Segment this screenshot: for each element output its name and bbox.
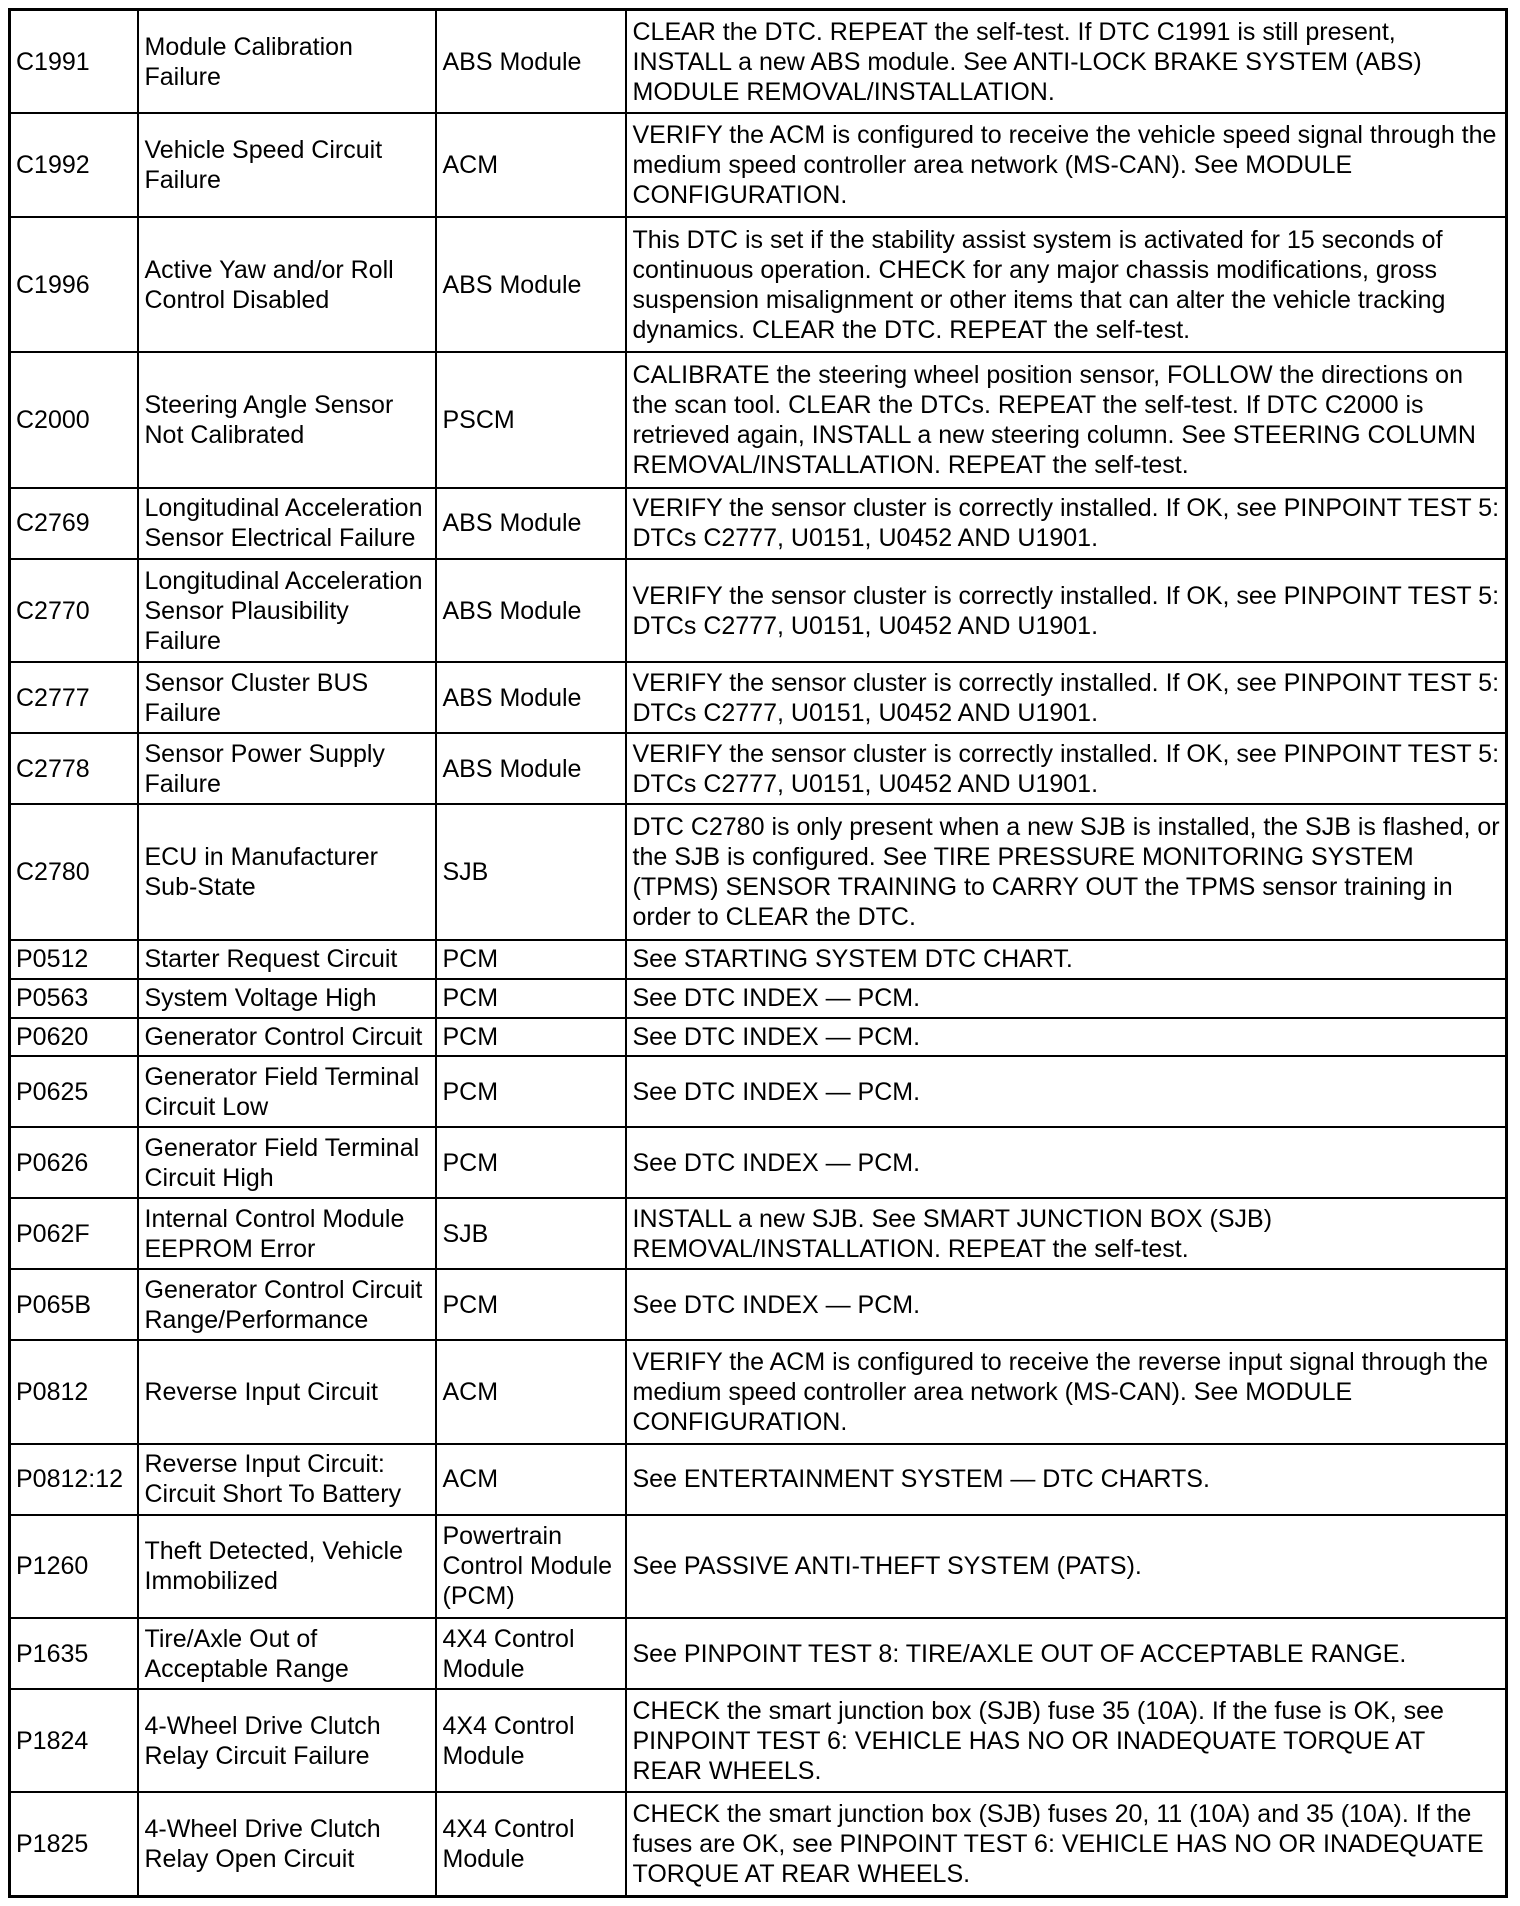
dtc-description-cell: Steering Angle Sensor Not Calibrated bbox=[138, 352, 436, 488]
dtc-description-cell: Vehicle Speed Circuit Failure bbox=[138, 113, 436, 216]
table-row bbox=[10, 1340, 1507, 1443]
dtc-description-cell: Internal Control Module EEPROM Error bbox=[138, 1198, 436, 1269]
dtc-description-cell: Generator Control Circuit Range/Performance bbox=[138, 1269, 436, 1340]
dtc-description-cell: Tire/Axle Out of Acceptable Range bbox=[138, 1618, 436, 1689]
dtc-module-cell: PCM bbox=[436, 940, 626, 979]
dtc-code-cell: C2769 bbox=[10, 488, 138, 559]
dtc-description-cell: Generator Field Terminal Circuit Low bbox=[138, 1056, 436, 1127]
dtc-code-cell: C2780 bbox=[10, 804, 138, 940]
dtc-code-cell: C2777 bbox=[10, 662, 138, 733]
dtc-code-cell: P0626 bbox=[10, 1127, 138, 1198]
dtc-module-cell: ACM bbox=[436, 1340, 626, 1443]
dtc-table-body bbox=[10, 10, 1507, 1897]
dtc-module-cell: Powertrain Control Module (PCM) bbox=[436, 1515, 626, 1618]
dtc-description-cell: Theft Detected, Vehicle Immobilized bbox=[138, 1515, 436, 1618]
dtc-action-cell: VERIFY the sensor cluster is correctly installed. If OK, see PINPOINT TEST 5: DTCs C2777, U0151, U0452 AND U1901. bbox=[626, 733, 1507, 804]
dtc-action-cell: VERIFY the ACM is configured to receive the reverse input signal through the medium speed controller area network (MS-CAN). See MODULE CONFIGURATION. bbox=[626, 1340, 1507, 1443]
dtc-module-cell: PSCM bbox=[436, 352, 626, 488]
dtc-action-cell: CALIBRATE the steering wheel position sensor, FOLLOW the directions on the scan tool. CLEAR the DTCs. REPEAT the self-test. If DTC C2000 is retrieved again, INSTALL a new steering column. See STEERING COLUMN REMOVAL/INSTALLATION. REPEAT the self-test. bbox=[626, 352, 1507, 488]
dtc-description-cell: Module Calibration Failure bbox=[138, 10, 436, 114]
dtc-action-cell: See DTC INDEX — PCM. bbox=[626, 1269, 1507, 1340]
dtc-module-cell: PCM bbox=[436, 1269, 626, 1340]
dtc-code-cell: C1996 bbox=[10, 217, 138, 353]
table-row bbox=[10, 1269, 1507, 1340]
dtc-action-cell: See PINPOINT TEST 8: TIRE/AXLE OUT OF ACCEPTABLE RANGE. bbox=[626, 1618, 1507, 1689]
dtc-description-cell: 4-Wheel Drive Clutch Relay Open Circuit bbox=[138, 1792, 436, 1896]
dtc-code-cell: P0812 bbox=[10, 1340, 138, 1443]
dtc-action-cell: CLEAR the DTC. REPEAT the self-test. If DTC C1991 is still present, INSTALL a new ABS module. See ANTI-LOCK BRAKE SYSTEM (ABS) MODULE REMOVAL/INSTALLATION. bbox=[626, 10, 1507, 114]
dtc-code-cell: C1992 bbox=[10, 113, 138, 216]
dtc-code-cell: P1635 bbox=[10, 1618, 138, 1689]
dtc-module-cell: 4X4 Control Module bbox=[436, 1792, 626, 1896]
dtc-module-cell: 4X4 Control Module bbox=[436, 1689, 626, 1792]
dtc-code-cell: P1825 bbox=[10, 1792, 138, 1896]
dtc-action-cell: CHECK the smart junction box (SJB) fuse 35 (10A). If the fuse is OK, see PINPOINT TEST 6: VEHICLE HAS NO OR INADEQUATE TORQUE AT REAR WHEELS. bbox=[626, 1689, 1507, 1792]
table-row bbox=[10, 217, 1507, 353]
dtc-action-cell: VERIFY the sensor cluster is correctly installed. If OK, see PINPOINT TEST 5: DTCs C2777, U0151, U0452 AND U1901. bbox=[626, 559, 1507, 662]
dtc-description-cell: 4-Wheel Drive Clutch Relay Circuit Failure bbox=[138, 1689, 436, 1792]
dtc-code-cell: P062F bbox=[10, 1198, 138, 1269]
dtc-description-cell: Longitudinal Acceleration Sensor Electrical Failure bbox=[138, 488, 436, 559]
dtc-description-cell: Starter Request Circuit bbox=[138, 940, 436, 979]
dtc-code-cell: C2000 bbox=[10, 352, 138, 488]
dtc-module-cell: ABS Module bbox=[436, 559, 626, 662]
dtc-action-cell: See DTC INDEX — PCM. bbox=[626, 1127, 1507, 1198]
dtc-module-cell: ABS Module bbox=[436, 488, 626, 559]
dtc-action-cell: VERIFY the sensor cluster is correctly installed. If OK, see PINPOINT TEST 5: DTCs C2777, U0151, U0452 AND U1901. bbox=[626, 488, 1507, 559]
dtc-module-cell: ACM bbox=[436, 113, 626, 216]
table-row bbox=[10, 488, 1507, 559]
dtc-description-cell: Reverse Input Circuit bbox=[138, 1340, 436, 1443]
dtc-description-cell: Longitudinal Acceleration Sensor Plausibility Failure bbox=[138, 559, 436, 662]
table-row bbox=[10, 979, 1507, 1018]
dtc-code-cell: P0625 bbox=[10, 1056, 138, 1127]
dtc-code-cell: C2778 bbox=[10, 733, 138, 804]
dtc-module-cell: PCM bbox=[436, 979, 626, 1018]
dtc-action-cell: See STARTING SYSTEM DTC CHART. bbox=[626, 940, 1507, 979]
dtc-module-cell: PCM bbox=[436, 1056, 626, 1127]
dtc-action-cell: VERIFY the sensor cluster is correctly installed. If OK, see PINPOINT TEST 5: DTCs C2777, U0151, U0452 AND U1901. bbox=[626, 662, 1507, 733]
dtc-action-cell: CHECK the smart junction box (SJB) fuses 20, 11 (10A) and 35 (10A). If the fuses are OK, see PINPOINT TEST 6: VEHICLE HAS NO OR INADEQUATE TORQUE AT REAR WHEELS. bbox=[626, 1792, 1507, 1896]
document-page bbox=[8, 8, 1508, 1898]
dtc-table bbox=[8, 8, 1508, 1898]
dtc-code-cell: P0512 bbox=[10, 940, 138, 979]
dtc-description-cell: Active Yaw and/or Roll Control Disabled bbox=[138, 217, 436, 353]
table-row bbox=[10, 1444, 1507, 1515]
dtc-action-cell: See DTC INDEX — PCM. bbox=[626, 979, 1507, 1018]
table-row bbox=[10, 559, 1507, 662]
dtc-code-cell: P1824 bbox=[10, 1689, 138, 1792]
table-row bbox=[10, 733, 1507, 804]
dtc-module-cell: ACM bbox=[436, 1444, 626, 1515]
table-row bbox=[10, 1127, 1507, 1198]
dtc-module-cell: PCM bbox=[436, 1018, 626, 1057]
dtc-action-cell: INSTALL a new SJB. See SMART JUNCTION BOX (SJB) REMOVAL/INSTALLATION. REPEAT the self-test. bbox=[626, 1198, 1507, 1269]
dtc-description-cell: Reverse Input Circuit: Circuit Short To Battery bbox=[138, 1444, 436, 1515]
dtc-code-cell: P1260 bbox=[10, 1515, 138, 1618]
table-row bbox=[10, 940, 1507, 979]
table-row bbox=[10, 1018, 1507, 1057]
dtc-action-cell: VERIFY the ACM is configured to receive the vehicle speed signal through the medium speed controller area network (MS-CAN). See MODULE CONFIGURATION. bbox=[626, 113, 1507, 216]
table-row bbox=[10, 1056, 1507, 1127]
table-row bbox=[10, 352, 1507, 488]
table-row bbox=[10, 1198, 1507, 1269]
table-row bbox=[10, 1689, 1507, 1792]
dtc-module-cell: ABS Module bbox=[436, 10, 626, 114]
table-row bbox=[10, 10, 1507, 114]
dtc-description-cell: System Voltage High bbox=[138, 979, 436, 1018]
dtc-module-cell: ABS Module bbox=[436, 733, 626, 804]
dtc-module-cell: SJB bbox=[436, 1198, 626, 1269]
table-row bbox=[10, 662, 1507, 733]
table-row bbox=[10, 804, 1507, 940]
table-row bbox=[10, 1618, 1507, 1689]
dtc-action-cell: See ENTERTAINMENT SYSTEM — DTC CHARTS. bbox=[626, 1444, 1507, 1515]
dtc-description-cell: Generator Control Circuit bbox=[138, 1018, 436, 1057]
dtc-action-cell: DTC C2780 is only present when a new SJB is installed, the SJB is flashed, or the SJB is configured. See TIRE PRESSURE MONITORING SYSTEM (TPMS) SENSOR TRAINING to CARRY OUT the TPMS sensor training in order to CLEAR the DTC. bbox=[626, 804, 1507, 940]
dtc-description-cell: Generator Field Terminal Circuit High bbox=[138, 1127, 436, 1198]
dtc-code-cell: P0563 bbox=[10, 979, 138, 1018]
dtc-description-cell: Sensor Power Supply Failure bbox=[138, 733, 436, 804]
dtc-code-cell: C1991 bbox=[10, 10, 138, 114]
dtc-code-cell: C2770 bbox=[10, 559, 138, 662]
table-row bbox=[10, 113, 1507, 216]
table-row bbox=[10, 1792, 1507, 1896]
dtc-action-cell: See PASSIVE ANTI-THEFT SYSTEM (PATS). bbox=[626, 1515, 1507, 1618]
dtc-module-cell: 4X4 Control Module bbox=[436, 1618, 626, 1689]
dtc-description-cell: Sensor Cluster BUS Failure bbox=[138, 662, 436, 733]
dtc-module-cell: ABS Module bbox=[436, 217, 626, 353]
dtc-action-cell: See DTC INDEX — PCM. bbox=[626, 1018, 1507, 1057]
dtc-module-cell: SJB bbox=[436, 804, 626, 940]
dtc-action-cell: This DTC is set if the stability assist system is activated for 15 seconds of continuous operation. CHECK for any major chassis modifications, gross suspension misalignment or other items that can alter the vehicle tracking dynamics. CLEAR the DTC. REPEAT the self-test. bbox=[626, 217, 1507, 353]
dtc-description-cell: ECU in Manufacturer Sub-State bbox=[138, 804, 436, 940]
dtc-module-cell: ABS Module bbox=[436, 662, 626, 733]
dtc-module-cell: PCM bbox=[436, 1127, 626, 1198]
dtc-code-cell: P0620 bbox=[10, 1018, 138, 1057]
dtc-code-cell: P0812:12 bbox=[10, 1444, 138, 1515]
table-row bbox=[10, 1515, 1507, 1618]
dtc-code-cell: P065B bbox=[10, 1269, 138, 1340]
dtc-action-cell: See DTC INDEX — PCM. bbox=[626, 1056, 1507, 1127]
